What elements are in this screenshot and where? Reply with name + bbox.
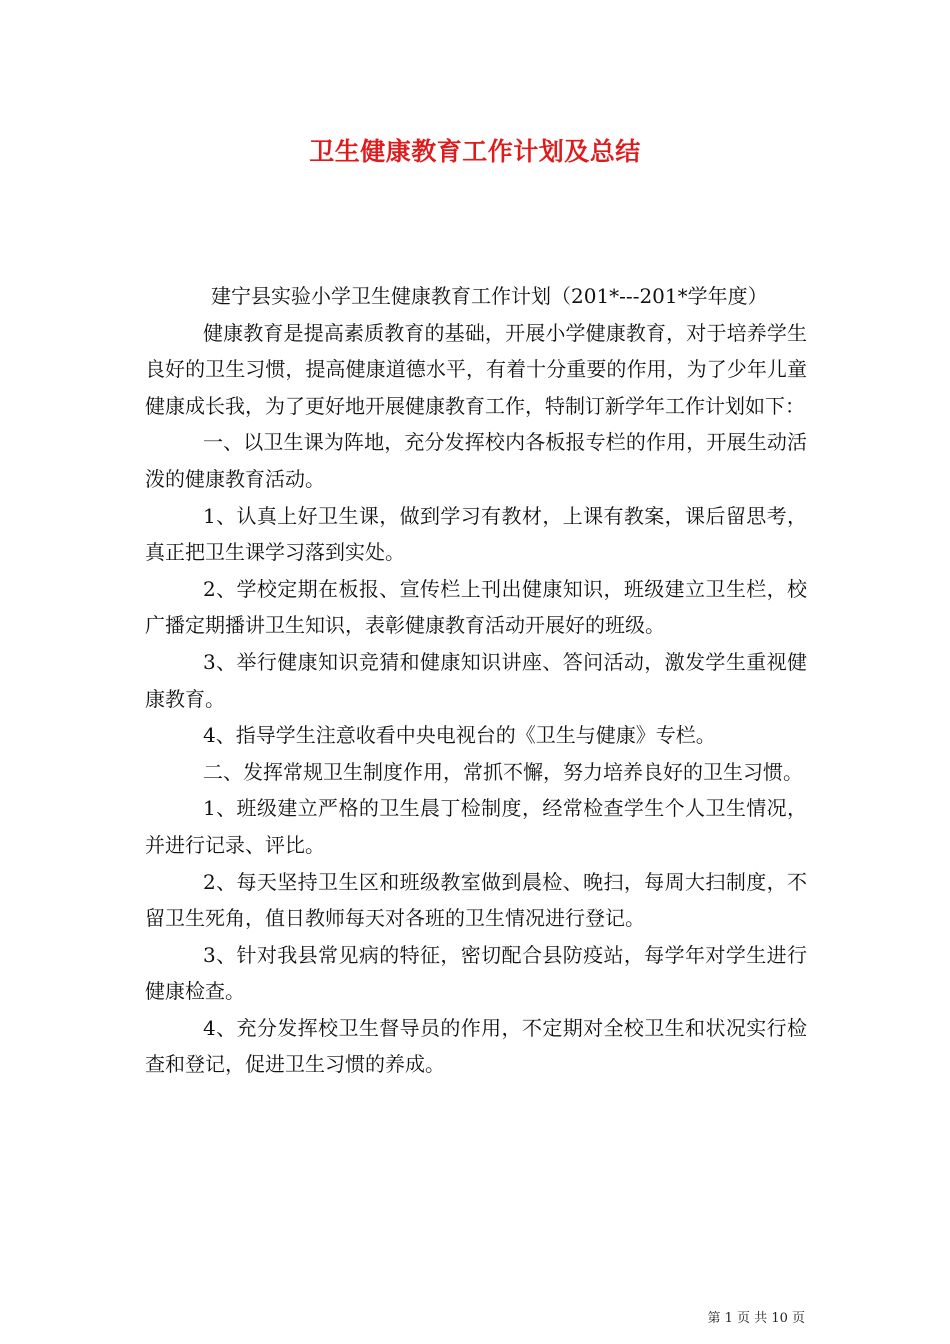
list-item: 2、每天坚持卫生区和班级教室做到晨检、晚扫，每周大扫制度，不留卫生死角，值日教师每天对各班的卫生情况进行登记。	[145, 869, 807, 931]
page-number: 第 1 页 共 10 页	[707, 1311, 805, 1326]
list-item: 2、学校定期在板报、宣传栏上刊出健康知识，班级建立卫生栏，校广播定期播讲卫生知识，表彰健康教育活动开展好的班级。	[145, 576, 807, 638]
list-item: 4、充分发挥校卫生督导员的作用，不定期对全校卫生和状况实行检查和登记，促进卫生习惯的养成。	[145, 1015, 807, 1077]
document-title: 卫生健康教育工作计划及总结	[309, 137, 641, 166]
plan-subtitle: 建宁县实验小学卫生健康教育工作计划（201*---201*学年度）	[211, 284, 768, 308]
list-item: 3、举行健康知识竞猜和健康知识讲座、答问活动，激发学生重视健康教育。	[145, 649, 807, 711]
section-heading-1: 一、以卫生课为阵地，充分发挥校内各板报专栏的作用，开展生动活泼的健康教育活动。	[145, 430, 807, 491]
list-item: 1、认真上好卫生课，做到学习有教材，上课有教案，课后留思考，真正把卫生课学习落到实处。	[145, 503, 807, 565]
document-body	[145, 278, 807, 1083]
section-heading-2: 二、发挥常规卫生制度作用，常抓不懈，努力培养良好的卫生习惯。	[203, 759, 803, 784]
list-item: 1、班级建立严格的卫生晨丁检制度，经常检查学生个人卫生情况，并进行记录、评比。	[145, 796, 807, 857]
paragraph-intro: 健康教育是提高素质教育的基础，开展小学健康教育，对于培养学生良好的卫生习惯，提高健康道德水平，有着十分重要的作用，为了少年儿童健康成长我，为了更好地开展健康教育工作，特制订新学年工作计划如下：	[145, 320, 807, 418]
list-item: 3、针对我县常见病的特征，密切配合县防疫站，每学年对学生进行健康检查。	[145, 942, 807, 1004]
list-item: 4、指导学生注意收看中央电视台的《卫生与健康》专栏。	[203, 723, 716, 748]
